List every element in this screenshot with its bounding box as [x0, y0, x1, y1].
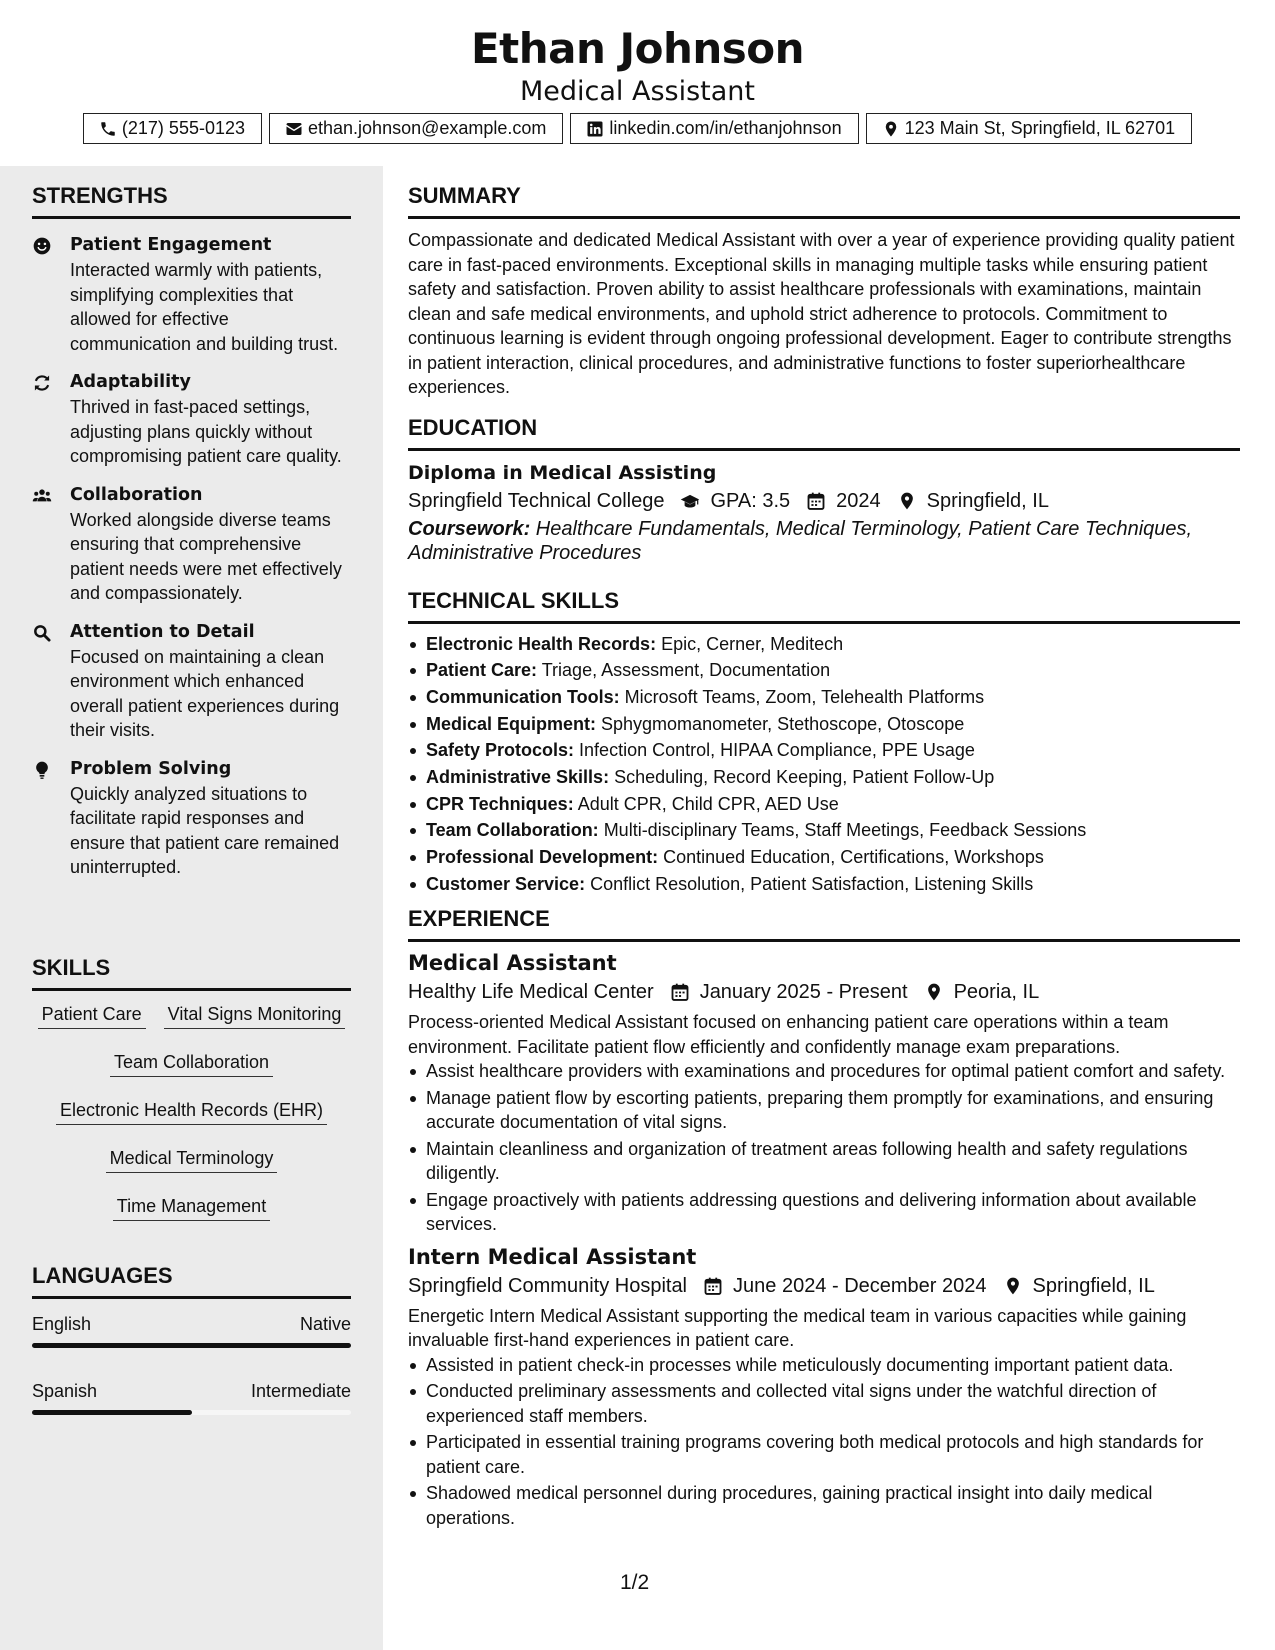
- strength-desc: Thrived in fast-paced settings, adjusting plans quickly without compromising patient care quality.: [70, 397, 342, 466]
- skill-tag: Team Collaboration: [110, 1047, 273, 1077]
- candidate-title: Medical Assistant: [519, 76, 756, 107]
- strength-name: Patient Engagement: [70, 235, 272, 255]
- strength-item: [32, 483, 351, 606]
- tech-skill-item: Administrative Skills: Scheduling, Record Keeping, Patient Follow-Up: [408, 765, 1240, 790]
- tech-skill-item: Communication Tools: Microsoft Teams, Zoom, Telehealth Platforms: [408, 685, 1240, 710]
- strength-name: Attention to Detail: [70, 621, 255, 642]
- calendar-icon: [802, 491, 830, 511]
- languages-section: [32, 1265, 351, 1415]
- job-bullet: Assisted in patient check-in processes while meticulously documenting important patient data.: [408, 1353, 1240, 1378]
- job-company: Springfield Community Hospital: [408, 1274, 688, 1297]
- strengths-section: [32, 185, 351, 880]
- phone-icon: [98, 119, 118, 139]
- job-bullet: Assist healthcare providers with examinations and procedures for optimal patient comfort and safety.: [408, 1059, 1240, 1084]
- strength-name: Problem Solving: [70, 758, 232, 779]
- contact-email-text: ethan.johnson@example.com: [308, 118, 547, 138]
- job-dates: January 2025 - Present: [699, 981, 908, 1004]
- job-company: Healthy Life Medical Center: [408, 981, 654, 1004]
- summary-title: SUMMARY: [408, 185, 1240, 219]
- tech-skill-item: Patient Care: Triage, Assessment, Documentation: [408, 658, 1240, 683]
- tech-skill-item: Electronic Health Records: Epic, Cerner, Meditech: [408, 632, 1240, 657]
- strength-desc: Quickly analyzed situations to facilitate rapid responses and ensure that patient care remained uninterrupted.: [70, 783, 340, 877]
- page-number: 1/2: [620, 1571, 650, 1594]
- tech-skill-item: Safety Protocols: Infection Control, HIPAA Compliance, PPE Usage: [408, 738, 1240, 763]
- technical-skills-section: [408, 587, 1240, 898]
- language-item: [32, 1379, 351, 1415]
- education-school: Springfield Technical College: [408, 489, 665, 512]
- experience-section: [408, 908, 1240, 1530]
- job-bullets: [408, 1353, 1240, 1531]
- tech-skill-item: CPR Techniques: Adult CPR, Child CPR, AED Use: [408, 792, 1240, 817]
- skill-tag: Patient Care: [38, 999, 146, 1029]
- education-title: EDUCATION: [408, 417, 1240, 451]
- tech-skill-item: Professional Development: Continued Education, Certifications, Workshops: [408, 845, 1240, 870]
- job-entry: [408, 949, 1240, 1237]
- users-icon: [32, 483, 70, 606]
- strength-name: Collaboration: [70, 484, 203, 505]
- language-proficiency-fill: [32, 1343, 351, 1348]
- skill-tag: Vital Signs Monitoring: [164, 999, 346, 1029]
- tech-skill-item: Medical Equipment: Sphygmomanometer, Stethoscope, Otoscope: [408, 712, 1240, 737]
- education-location: Springfield, IL: [926, 489, 1049, 512]
- sync-icon: [32, 370, 70, 469]
- contact-bar: [0, 113, 1275, 144]
- job-bullet: Maintain cleanliness and organization of treatment areas following health and safety regulations diligently.: [408, 1137, 1240, 1186]
- job-dates: June 2024 - December 2024: [733, 1274, 987, 1297]
- job-bullets: [408, 1059, 1240, 1237]
- contact-linkedin[interactable]: [570, 113, 858, 144]
- summary-text: Compassionate and dedicated Medical Assistant with over a year of experience providing quality patient care in fast-paced environments. Exceptional skills in managing multiple tasks while ensuring patient safety and satisfaction. Proven ability to assist healthcare professionals with examinations, maintain clean and safe medical environments, and uphold strict adherence to protocols. Commitment to continuous learning is evident through ongoing professional development. Eager to contribute strengths in patient interaction, clinical procedures, and administrative functions to foster superiorhealthcare experiences.: [408, 230, 1235, 397]
- skills-list: [32, 999, 351, 1239]
- strength-item: [32, 620, 351, 743]
- sidebar: [0, 166, 383, 1650]
- language-level: Native: [299, 1314, 351, 1334]
- contact-linkedin-text: linkedin.com/in/ethanjohnson: [609, 118, 842, 138]
- strength-item: [32, 233, 351, 356]
- coursework-label: Coursework:: [408, 517, 531, 540]
- job-title: Medical Assistant: [408, 951, 617, 976]
- coursework-list: Healthcare Fundamentals, Medical Terminology, Patient Care Techniques, Administrative Procedures: [408, 517, 1193, 564]
- skills-title: SKILLS: [32, 957, 351, 991]
- skill-tag: Medical Terminology: [106, 1143, 278, 1173]
- job-meta: [408, 1271, 1240, 1301]
- technical-skills-list: [408, 632, 1240, 898]
- skills-section: [32, 957, 351, 1239]
- job-bullet: Conducted preliminary assessments and collected vital signs under the watchful direction of experienced staff members.: [408, 1379, 1240, 1428]
- strength-item: [32, 370, 351, 469]
- resume-header: [0, 0, 1275, 166]
- strength-name: Adaptability: [70, 372, 191, 392]
- contact-address-text: 123 Main St, Springfield, IL 62701: [904, 118, 1176, 138]
- language-proficiency-fill: [32, 1410, 192, 1415]
- main-column: [408, 166, 1240, 1532]
- strength-desc: Focused on maintaining a clean environment which enhanced overall patient experiences during their visits.: [70, 646, 340, 740]
- job-bullet: Engage proactively with patients addressing questions and delivering information about available services.: [408, 1188, 1240, 1237]
- strength-desc: Interacted warmly with patients, simplifying complexities that allowed for effective communication and building trust.: [70, 260, 339, 354]
- candidate-name: Ethan Johnson: [470, 24, 805, 73]
- education-meta: [408, 486, 1240, 516]
- strengths-title: STRENGTHS: [32, 185, 351, 219]
- skill-tag: Time Management: [113, 1191, 270, 1221]
- technical-skills-title: TECHNICAL SKILLS: [408, 590, 1240, 624]
- linkedin-icon: [585, 119, 605, 139]
- strength-desc: Worked alongside diverse teams ensuring that comprehensive patient needs were met effectively and compassionately.: [70, 509, 342, 603]
- map-pin-icon: [881, 119, 901, 139]
- languages-title: LANGUAGES: [32, 1265, 351, 1299]
- map-pin-icon: [893, 491, 921, 511]
- job-location: Springfield, IL: [1032, 1274, 1155, 1297]
- search-icon: [32, 620, 70, 743]
- job-bullet: Participated in essential training programs covering both medical protocols and high standards for patient care.: [408, 1430, 1240, 1479]
- language-item: [32, 1312, 351, 1348]
- language-proficiency-bar: [32, 1343, 351, 1348]
- map-pin-icon: [999, 1276, 1027, 1296]
- job-description: Process-oriented Medical Assistant focused on enhancing patient care operations within a team environment. Facilitate patient flow efficiently and confidently manage exam preparations.: [408, 1012, 1169, 1057]
- education-section: [408, 414, 1240, 566]
- job-bullet: Manage patient flow by escorting patients, preparing them promptly for examinations, and ensuring accurate documentation of vital signs.: [408, 1086, 1240, 1135]
- education-coursework: [408, 517, 1240, 566]
- tech-skill-item: Team Collaboration: Multi-disciplinary Teams, Staff Meetings, Feedback Sessions: [408, 818, 1240, 843]
- education-year: 2024: [836, 489, 881, 512]
- calendar-icon: [699, 1276, 727, 1296]
- job-description: Energetic Intern Medical Assistant supporting the medical team in various capacities while gaining invaluable first-hand experiences in patient care.: [408, 1305, 1187, 1351]
- job-entry: [408, 1243, 1240, 1531]
- experience-title: EXPERIENCE: [408, 908, 1240, 942]
- envelope-icon: [284, 119, 304, 139]
- contact-phone[interactable]: [83, 113, 262, 144]
- contact-address[interactable]: [866, 113, 1193, 144]
- strength-item: [32, 757, 351, 880]
- skill-tag: Electronic Health Records (EHR): [56, 1095, 327, 1125]
- smile-icon: [32, 233, 70, 356]
- job-bullet: Shadowed medical personnel during procedures, gaining practical insight into daily medical operations.: [408, 1481, 1240, 1530]
- education-degree: Diploma in Medical Assisting: [408, 461, 717, 484]
- summary-section: [408, 185, 1240, 400]
- language-name: English: [32, 1314, 92, 1334]
- map-pin-icon: [920, 982, 948, 1002]
- language-level: Intermediate: [250, 1381, 351, 1401]
- contact-email[interactable]: [269, 113, 563, 144]
- job-title: Intern Medical Assistant: [408, 1244, 697, 1269]
- graduation-cap-icon: [676, 491, 704, 511]
- job-location: Peoria, IL: [953, 981, 1040, 1004]
- lightbulb-icon: [32, 757, 70, 880]
- job-meta: [408, 977, 1240, 1007]
- contact-phone-text: (217) 555-0123: [121, 118, 245, 138]
- calendar-icon: [666, 982, 694, 1002]
- tech-skill-item: Customer Service: Conflict Resolution, Patient Satisfaction, Listening Skills: [408, 872, 1240, 897]
- language-proficiency-bar: [32, 1410, 351, 1415]
- language-name: Spanish: [32, 1381, 98, 1401]
- education-gpa: GPA: 3.5: [710, 489, 791, 512]
